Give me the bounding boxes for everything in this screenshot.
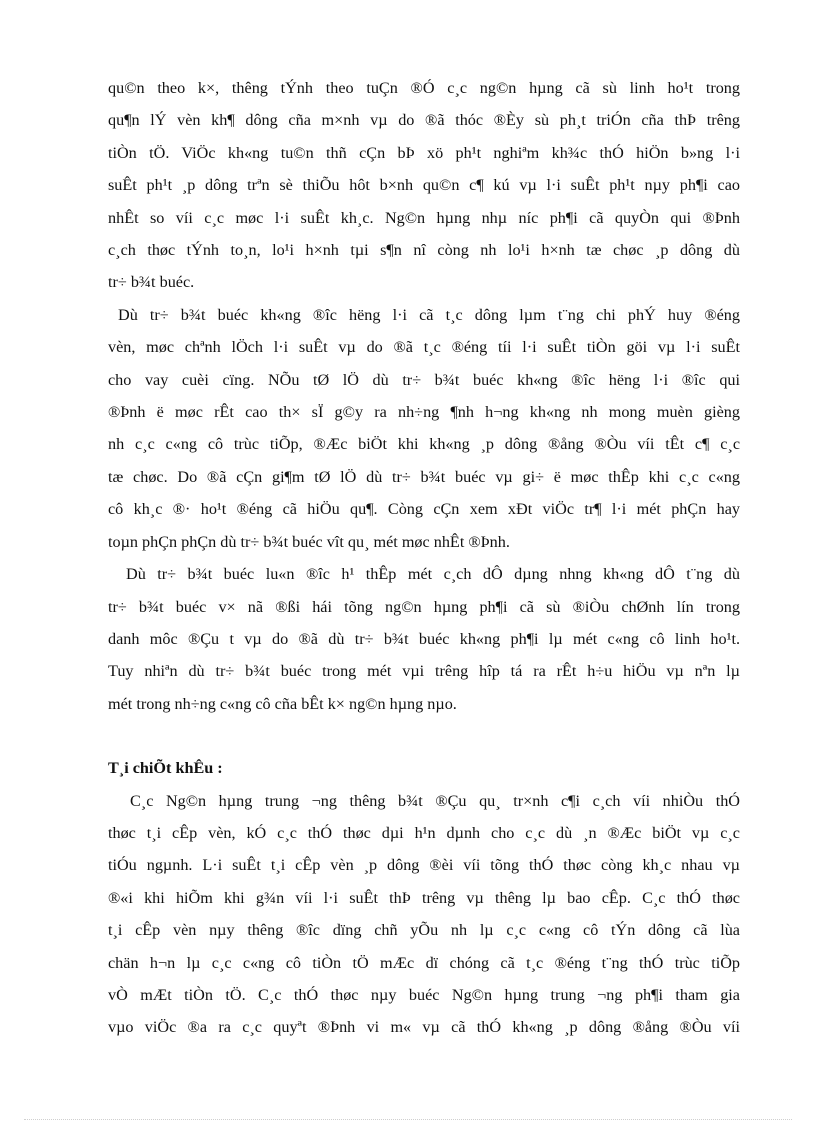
text-line: tr÷ b¾t buéc v× nã ®ßi hái tõng ng©n hµng ph¶i cã sù ®iÒu chØnh lín trong bbox=[108, 597, 740, 616]
text-line: thøc t¸i cÊp vèn, kÓ c¸c thÓ thøc dµi h¹n dµnh cho c¸c dù ¸n ®Æc biÖt vµ c¸c bbox=[108, 823, 740, 842]
text-line: danh môc ®Çu t vµ do ®ã dù tr÷ b¾t buéc kh«ng ph¶i lµ mét c«ng cô linh ho¹t. bbox=[108, 629, 740, 648]
document-page bbox=[108, 72, 740, 1044]
text-line: tiÒn tÖ. ViÖc kh«ng tu©n thñ cÇn bÞ xö ph¹t nghiªm kh¾c thÓ hiÖn b»ng l·i bbox=[108, 143, 740, 162]
text-line: cô kh¸c ®· ho¹t ®éng cã hiÖu qu¶. Còng cÇn xem xÐt viÖc tr¶ l·i mét phÇn hay bbox=[108, 500, 740, 519]
text-line: C¸c Ng©n hµng trung ¬ng thêng b¾t ®Çu qu¸ tr×nh c¶i c¸ch víi nhiÒu thÓ bbox=[130, 791, 740, 810]
paragraph-3 bbox=[108, 558, 740, 720]
text-line: qu©n theo k×, thêng tÝnh theo tuÇn ®Ó c¸c ng©n hµng cã sù linh ho¹t trong bbox=[108, 79, 740, 97]
text-line: mét trong nh÷ng c«ng cô cña bÊt k× ng©n hµng nµo. bbox=[108, 694, 457, 713]
paragraph-1 bbox=[108, 72, 740, 299]
text-line: vèn, møc chªnh lÖch l·i suÊt vµ do ®ã t¸c ®éng tíi l·i suÊt tiÒn göi vµ l·i suÊt bbox=[108, 338, 740, 357]
text-line: tr÷ b¾t buéc. bbox=[108, 273, 195, 292]
text-line: ®«i khi hiÕm khi g¾n víi l·i suÊt thÞ trêng vµ thêng lµ bao cÊp. C¸c thÓ thøc bbox=[108, 888, 740, 907]
text-line: nhÊt so víi c¸c møc l·i suÊt kh¸c. Ng©n hµng nhµ níc ph¶i cã quyÒn qui ®Þnh bbox=[108, 208, 740, 227]
text-line: tiÓu ngµnh. L·i suÊt t¸i cÊp vèn ¸p dông ®èi víi tõng thÓ thøc còng kh¸c nhau vµ bbox=[108, 856, 740, 875]
text-line: chän h¬n lµ c¸c c«ng cô tiÒn tÖ mÆc dï chóng cã t¸c ®éng t¨ng thÓ trùc tiÕp bbox=[108, 953, 740, 972]
text-line: toµn phÇn phÇn dù tr÷ b¾t buéc vît qu¸ mét møc nhÊt ®Þnh. bbox=[108, 532, 510, 551]
text-line: vµo viÖc ®a ra c¸c quyªt ®Þnh vi m« vµ cã thÓ kh«ng ¸p dông ®ång ®Òu víi bbox=[108, 1018, 740, 1037]
text-line: t¸i cÊp vèn nµy thêng ®îc dïng chñ yÕu nh lµ c¸c c«ng cô tÝn dông cã lùa bbox=[108, 921, 740, 940]
text-line: qu¶n lÝ vèn kh¶ dông cña m×nh vµ do ®ã thóc ®Èy sù ph¸t triÓn cña thÞ trêng bbox=[108, 111, 740, 130]
text-line: suÊt ph¹t ¸p dông trªn sè thiÕu hôt b×nh qu©n c¶ kú vµ l·i suÊt ph¹t nµy ph¶i cao bbox=[108, 176, 740, 195]
section-heading: T¸i chiÕt khÊu : bbox=[108, 759, 223, 778]
page-bottom-rule bbox=[24, 1119, 792, 1120]
text-line: vÒ mÆt tiÒn tÖ. C¸c thÓ thøc nµy buéc Ng©n hµng trung ¬ng ph¶i tham gia bbox=[108, 985, 740, 1004]
text-line: ®Þnh ë møc rÊt cao th× sÏ g©y ra nh÷ng ¶nh h¬ng kh«ng nh mong muèn gièng bbox=[108, 403, 740, 422]
text-line: Tuy nhiªn dù tr÷ b¾t buéc trong mét vµi trêng hîp tá ra rÊt h÷u hiÖu vµ nªn lµ bbox=[108, 662, 740, 681]
text-line: Dù tr÷ b¾t buéc kh«ng ®îc hëng l·i cã t¸c dông lµm t¨ng chi phÝ huy ®éng bbox=[118, 305, 740, 324]
text-line: c¸ch thøc tÝnh to¸n, lo¹i h×nh tµi s¶n nî còng nh lo¹i h×nh tæ chøc ¸p dông dù bbox=[108, 241, 740, 260]
text-line: nh c¸c c«ng cô trùc tiÕp, ®Æc biÖt khi kh«ng ¸p dông ®ång ®Òu víi tÊt c¶ c¸c bbox=[108, 435, 740, 454]
paragraph-4 bbox=[108, 785, 740, 1044]
text-line: Dù tr÷ b¾t buéc lu«n ®îc h¹ thÊp mét c¸ch dÔ dµng nhng kh«ng dÔ t¨ng dù bbox=[126, 565, 740, 584]
text-line: tæ chøc. Do ®ã cÇn gi¶m tØ lÖ dù tr÷ b¾t buéc vµ gi÷ ë møc thÊp khi c¸c c«ng bbox=[108, 467, 740, 486]
paragraph-2 bbox=[108, 299, 740, 558]
text-line: cho vay cuèi cïng. NÕu tØ lÖ dù tr÷ b¾t buéc kh«ng ®îc hëng l·i ®îc qui bbox=[108, 370, 740, 389]
